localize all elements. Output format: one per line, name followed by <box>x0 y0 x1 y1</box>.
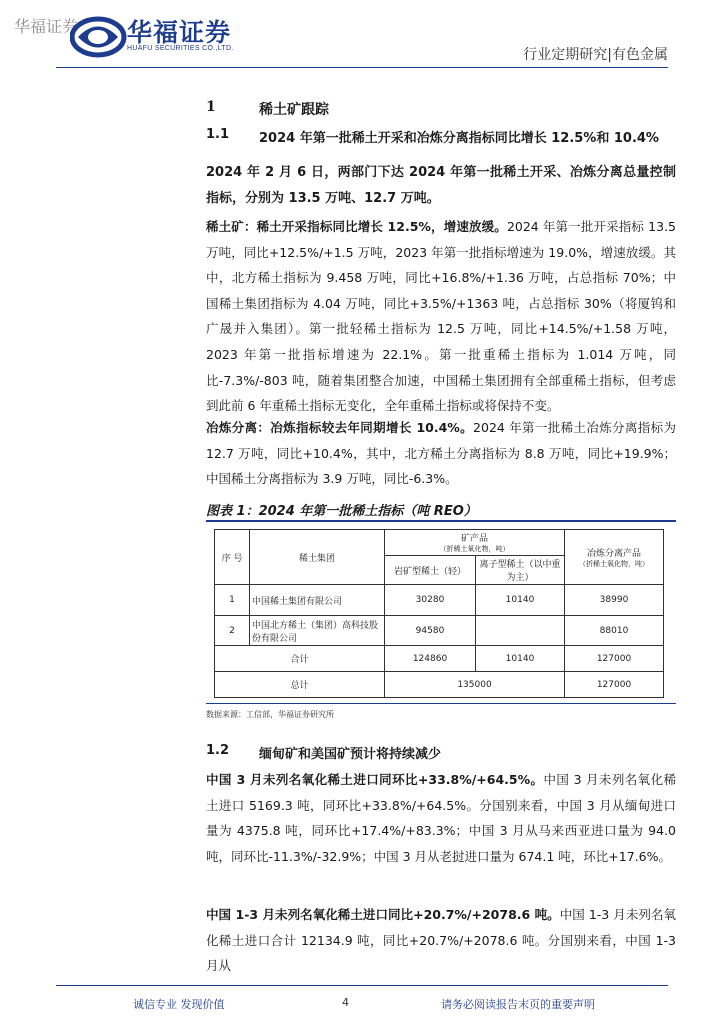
cell-rock: 30280 <box>385 585 476 616</box>
header-rock: 岩矿型稀土（轻） <box>385 556 476 585</box>
ore-paragraph <box>206 214 676 419</box>
import-march-paragraph <box>206 767 676 869</box>
cell-ionic: 10140 <box>476 646 565 672</box>
cell-ionic: 10140 <box>476 585 565 616</box>
figure-title: 图表 1：2024 年第一批稀土指标（吨 REO） <box>206 504 477 519</box>
quota-table <box>214 529 664 698</box>
header-ionic: 离子型稀土（以中重为主） <box>476 556 565 585</box>
figure-top-rule <box>206 520 676 522</box>
import-ytd-paragraph <box>206 902 676 979</box>
table-row <box>215 585 664 616</box>
cell-smelt: 88010 <box>565 616 664 646</box>
paragraph-body: 中国 3 月未列名氧化稀土进口 5169.3 吨，同环比+33.8%/+64.5%。分国别来看，中国 3 月从缅甸进口量为 4375.8 吨，同环比+17.4%/+83.3%；中国 3 月从马来西亚进口量为 94.0 吨，同环比-11.3%/-32.9%；中国 3 月从老挝进口量为 674.1 吨，环比+17.6%。 <box>206 772 676 864</box>
paragraph-body: 2024 年第一批稀土冶炼分离指标为 12.7 万吨，同比+10.4%，其中，北方稀土分离指标为 8.8 万吨，同比+19.9%；中国稀土分离指标为 3.9 万吨，同比-6.3%。 <box>206 420 676 487</box>
cell-rock: 124860 <box>385 646 476 672</box>
brand-name-en: HUAFU SECURITIES CO.,LTD. <box>127 45 234 52</box>
intro-paragraph: 2024 年 2 月 6 日，两部门下达 2024 年第一批稀土开采、冶炼分离总量控制指标，分别为 13.5 万吨、12.7 万吨。 <box>206 165 676 206</box>
subsection-title: 缅甸矿和美国矿预计将持续减少 <box>259 747 442 762</box>
subsection-number: 1.2 <box>206 743 230 758</box>
table-header-row <box>215 530 664 556</box>
header-ore-label: 矿产品 <box>460 534 488 544</box>
cell-subtotal-label: 合计 <box>215 646 385 672</box>
footer-slogan: 诚信专业 发现价值 <box>133 998 225 1011</box>
paragraph-lead: 冶炼分离：冶炼指标较去年同期增长 10.4%。 <box>206 420 474 435</box>
cell-smelt: 127000 <box>565 646 664 672</box>
paragraph-body: 2024 年第一批开采指标 13.5 万吨，同比+12.5%/+1.5 万吨，2023 年第一批指标增速为 19.0%，增速放缓。其中，北方稀土指标为 9.458 万吨，同比+16.8%/+1.36 万吨，占总指标 70%；中国稀土集团指标为 4.04 万吨，同比+3.5%/+1363 吨，占总指标 30%（将厦钨和广晟并入集团）。第一批轻稀土指标为 12.5 万吨，同比+14.5%/+1.58 万吨，2023 年第一批指标增速为 22.1%。第一批重稀土指标为 1.014 万吨，同比-7.3%/-803 吨，随着集团整合加速，中国稀土集团拥有全部重稀土指标，但考虑到此前 6 年重稀土指标无变化，全年重稀土指标或将保持不变。 <box>206 219 677 414</box>
subsection-title: 2024 年第一批稀土开采和冶炼分离指标同比增长 12.5%和 10.4% <box>259 131 659 146</box>
cell-seq: 1 <box>215 585 250 616</box>
header-ore-unit: （折稀土氧化物，吨） <box>439 545 510 553</box>
cell-group: 中国稀土集团有限公司 <box>250 585 385 616</box>
cell-total-label: 总计 <box>215 672 385 698</box>
paragraph-body: 中国 1-3 月未列名氧化稀土进口合计 12134.9 吨，同比+20.7%/+2078.6 吨。分国别来看，中国 1-3 月从 <box>206 907 676 974</box>
table-total-row <box>215 672 664 698</box>
subsection-number: 1.1 <box>206 127 230 142</box>
table-subtotal-row <box>215 646 664 672</box>
header-ore <box>385 530 565 556</box>
table-row <box>215 616 664 646</box>
paragraph-lead: 中国 3 月未列名氧化稀土进口同环比+33.8%/+64.5%。 <box>206 772 544 787</box>
cell-ore-total: 135000 <box>385 672 565 698</box>
paragraph-lead: 稀土矿：稀土开采指标同比增长 12.5%，增速放缓。 <box>206 219 507 234</box>
footer-divider <box>56 985 668 986</box>
paragraph-lead: 中国 1-3 月未列名氧化稀土进口同比+20.7%/+2078.6 吨。 <box>206 907 560 922</box>
figure-source: 数据来源：工信部，华福证券研究所 <box>206 710 334 719</box>
section-number: 1 <box>206 99 216 115</box>
cell-smelt: 127000 <box>565 672 664 698</box>
cell-group: 中国北方稀土（集团）高科技股份有限公司 <box>250 616 385 646</box>
header-smelt-label: 冶炼分离产品 <box>586 548 641 559</box>
report-category: 行业定期研究|有色金属 <box>523 47 668 63</box>
page-number: 4 <box>342 996 349 1009</box>
header-smelt <box>565 530 664 585</box>
watermark: 华福证券 <box>14 17 79 36</box>
figure-bottom-rule <box>206 703 676 704</box>
cell-seq: 2 <box>215 616 250 646</box>
cell-smelt: 38990 <box>565 585 664 616</box>
smelting-paragraph <box>206 415 676 492</box>
section-title: 稀土矿跟踪 <box>259 102 329 118</box>
header-smelt-unit: （折稀土氧化物，吨） <box>579 559 649 568</box>
cell-ionic <box>476 616 565 646</box>
header-seq: 序 号 <box>215 530 250 585</box>
cell-rock: 94580 <box>385 616 476 646</box>
footer-disclaimer: 请务必阅读报告末页的重要声明 <box>441 998 595 1011</box>
brand-name-cn: 华福证券 <box>127 18 232 47</box>
header-group: 稀土集团 <box>250 530 385 585</box>
header-divider <box>56 67 668 68</box>
